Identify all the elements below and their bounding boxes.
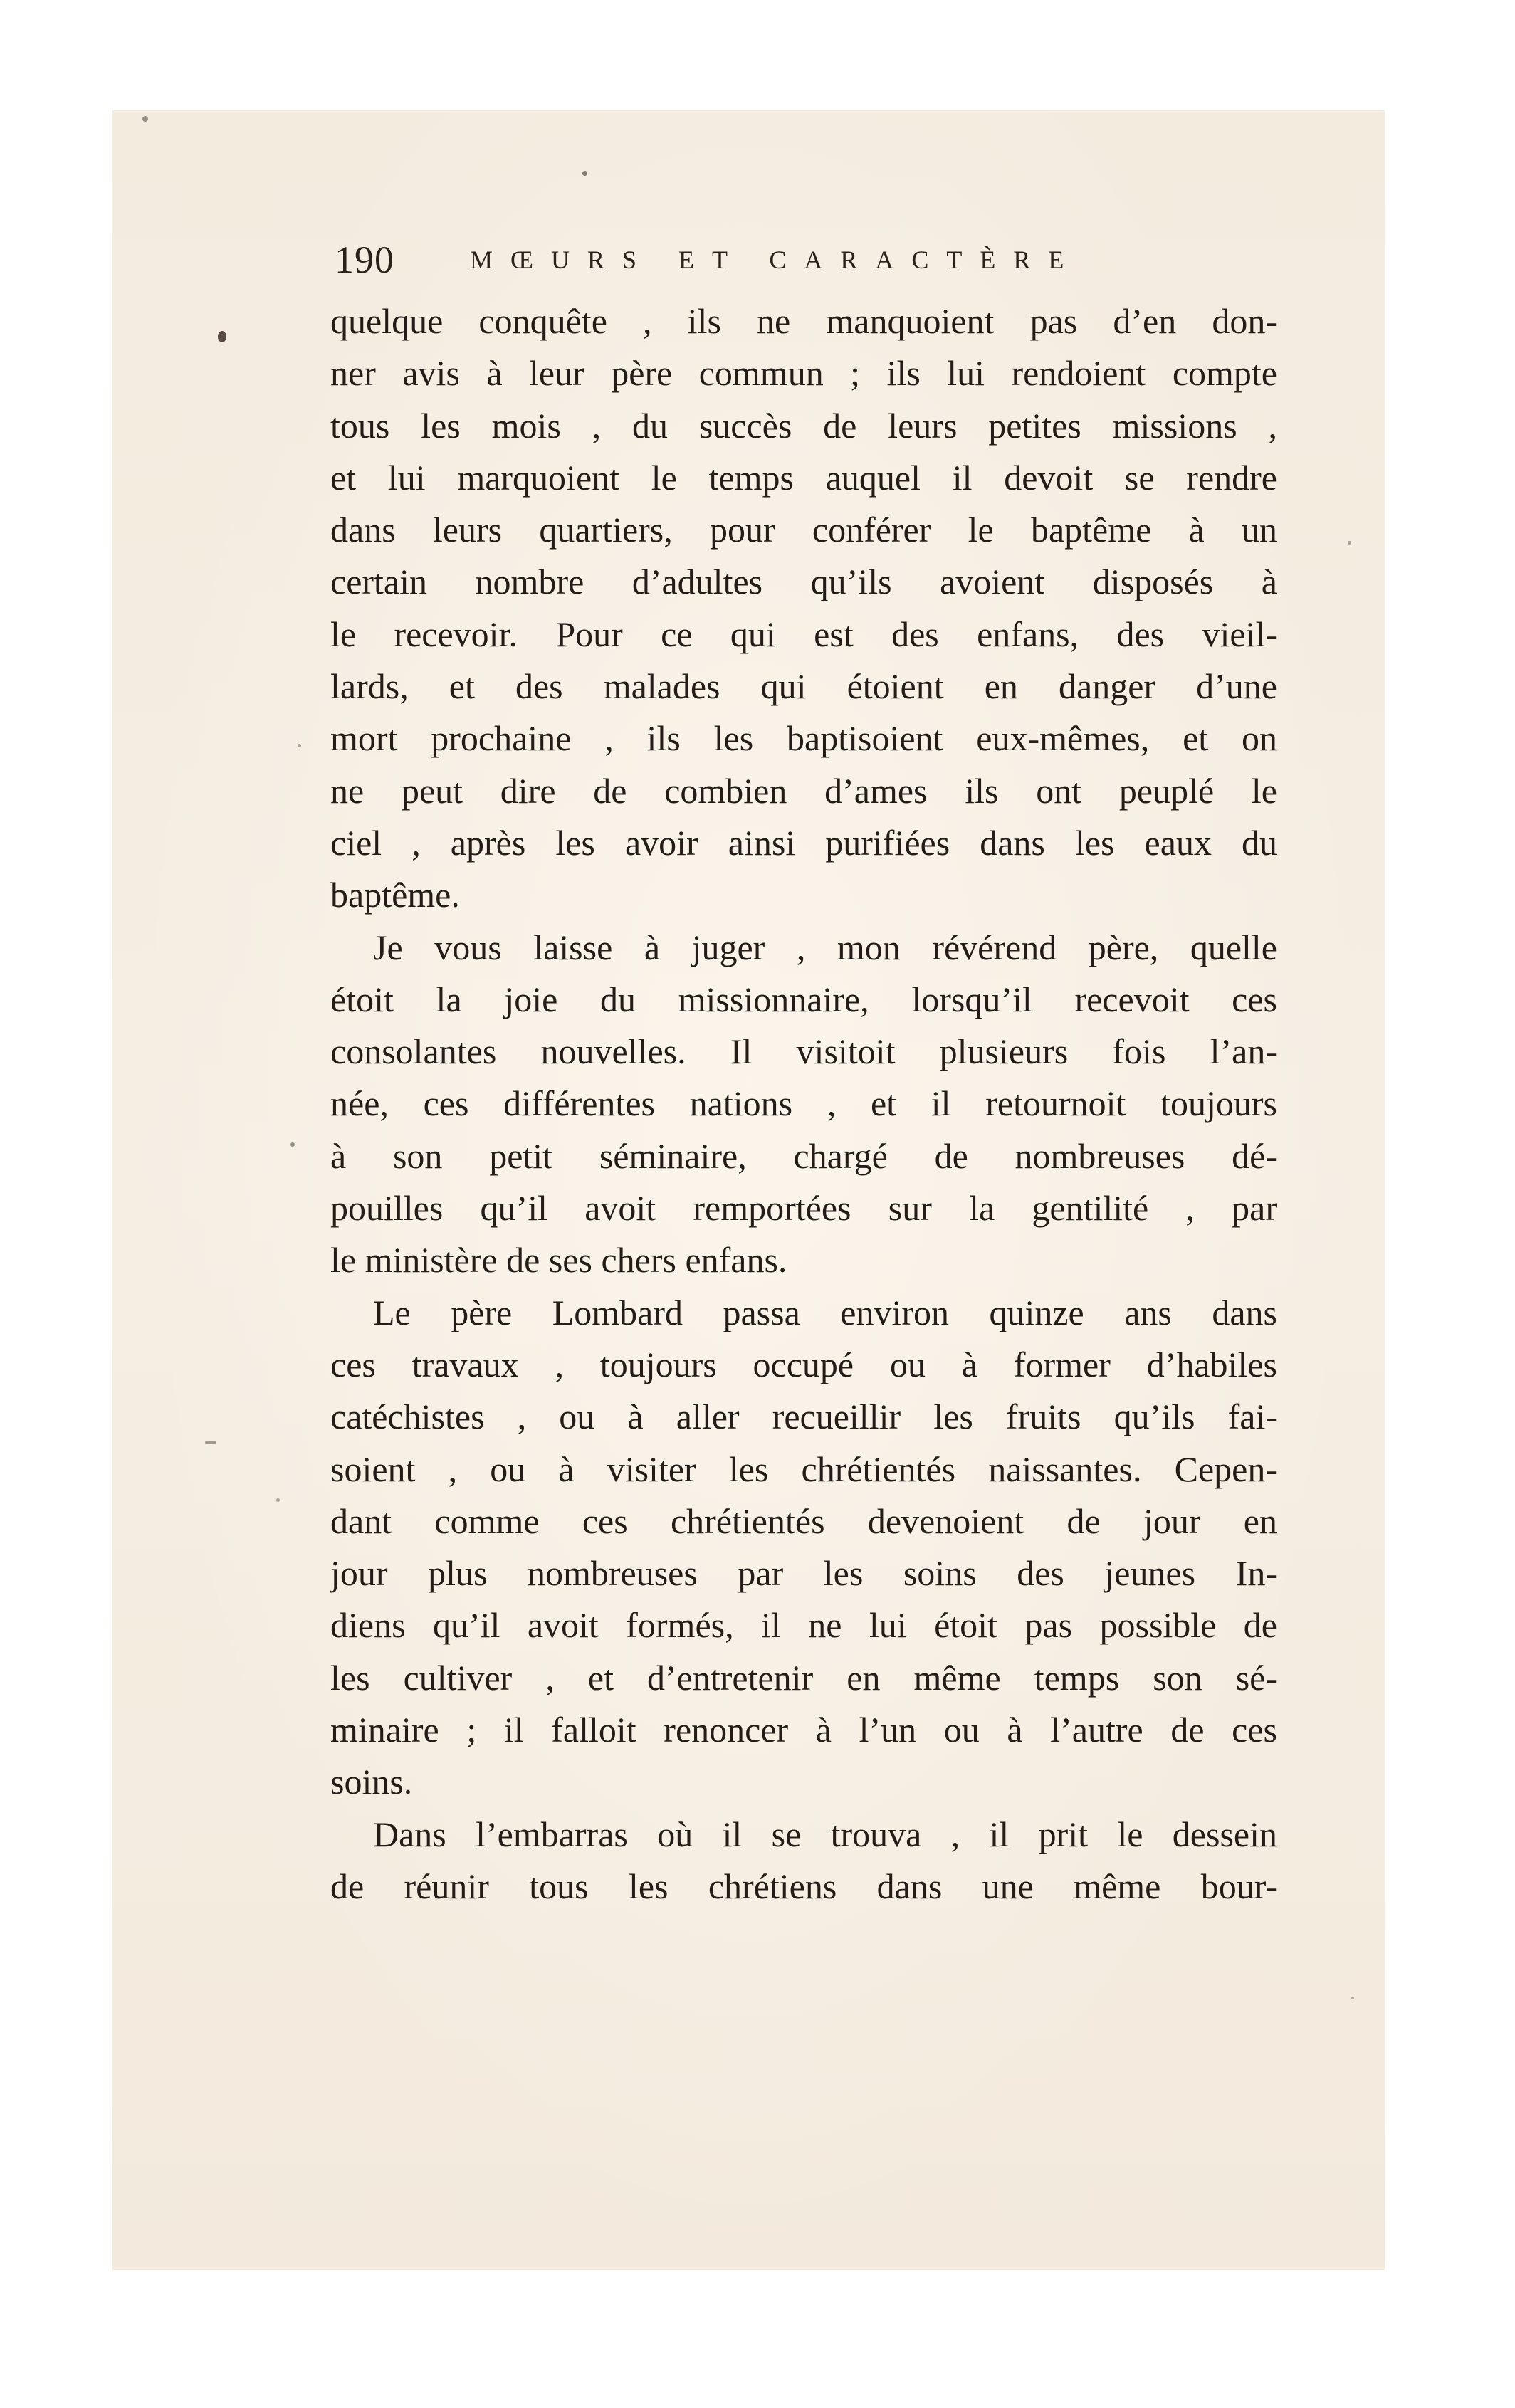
paragraph: [330, 1287, 1277, 1809]
ink-speck: [276, 1498, 280, 1502]
book-page: [112, 110, 1385, 2270]
ink-speck: [218, 331, 226, 342]
text-line: Le père Lombard passa environ quinze ans dans: [373, 1292, 1277, 1332]
ink-speck: [298, 744, 301, 747]
text-line: catéchistes , ou à aller recueillir les fruits qu’ils fai-: [330, 1397, 1277, 1437]
text-line: les cultiver , et d’entretenir en même temps son sé-: [330, 1657, 1277, 1698]
text-line: Dans l’embarras où il se trouva , il prit le dessein: [373, 1814, 1277, 1854]
text-line: née, ces différentes nations , et il retournoit toujours: [330, 1083, 1277, 1124]
ink-speck: [205, 1441, 216, 1444]
text-line: de réunir tous les chrétiens dans une même bour-: [330, 1866, 1277, 1906]
text-line: pouilles qu’il avoit remportées sur la gentilité , par: [330, 1188, 1277, 1229]
text-line: ciel , après les avoir ainsi purifiées dans les eaux du: [330, 822, 1277, 863]
ink-speck: [290, 1142, 295, 1147]
text-line: ces travaux , toujours occupé ou à former d’habiles: [330, 1344, 1277, 1384]
paragraph: [330, 295, 1277, 922]
text-line: diens qu’il avoit formés, il ne lui étoit pas possible de: [330, 1605, 1277, 1646]
text-line: dans leurs quartiers, pour conférer le baptême à un: [330, 510, 1277, 550]
text-line: mort prochaine , ils les baptisoient eux-mêmes, et on: [330, 718, 1277, 759]
text-line: certain nombre d’adultes qu’ils avoient disposés à: [330, 562, 1277, 602]
text-line: soient , ou à visiter les chrétientés naissantes. Cepen-: [330, 1449, 1277, 1489]
page-number: 190: [335, 238, 394, 281]
ink-speck: [582, 171, 587, 176]
text-line: jour plus nombreuses par les soins des jeunes In-: [330, 1553, 1277, 1594]
text-line: étoit la joie du missionnaire, lorsqu’il recevoit ces: [330, 979, 1277, 1019]
ink-speck: [1348, 541, 1351, 545]
text-line: à son petit séminaire, chargé de nombreuses dé-: [330, 1135, 1277, 1176]
text-line: ner avis à leur père commun ; ils lui rendoient compte: [330, 353, 1277, 394]
running-title: MŒURS ET CARACTÈRE: [470, 246, 1082, 274]
text-line: le recevoir. Pour ce qui est des enfans, des vieil-: [330, 614, 1277, 654]
text-line: tous les mois , du succès de leurs petites missions ,: [330, 405, 1277, 446]
text-line: baptême.: [330, 875, 460, 915]
text-line: consolantes nouvelles. Il visitoit plusieurs fois l’an-: [330, 1031, 1277, 1072]
running-header: [335, 231, 1260, 288]
text-line: lards, et des malades qui étoient en danger d’une: [330, 666, 1277, 707]
text-line: ne peut dire de combien d’ames ils ont peuplé le: [330, 770, 1277, 811]
ink-speck: [1351, 1997, 1354, 1999]
paragraph: [330, 1809, 1277, 1913]
text-line: et lui marquoient le temps auquel il devoit se rendre: [330, 457, 1277, 498]
text-line: dant comme ces chrétientés devenoient de jour en: [330, 1500, 1277, 1541]
text-line: minaire ; il falloit renoncer à l’un ou à l’autre de ces: [330, 1710, 1277, 1750]
text-line: le ministère de ses chers enfans.: [330, 1240, 787, 1281]
text-line: Je vous laisse à juger , mon révérend père, quelle: [373, 927, 1277, 967]
ink-speck: [142, 116, 148, 122]
text-line: quelque conquête , ils ne manquoient pas d’en don-: [330, 301, 1277, 341]
paragraph: [330, 922, 1277, 1287]
text-line: soins.: [330, 1762, 413, 1802]
body-text: [330, 295, 1277, 1913]
